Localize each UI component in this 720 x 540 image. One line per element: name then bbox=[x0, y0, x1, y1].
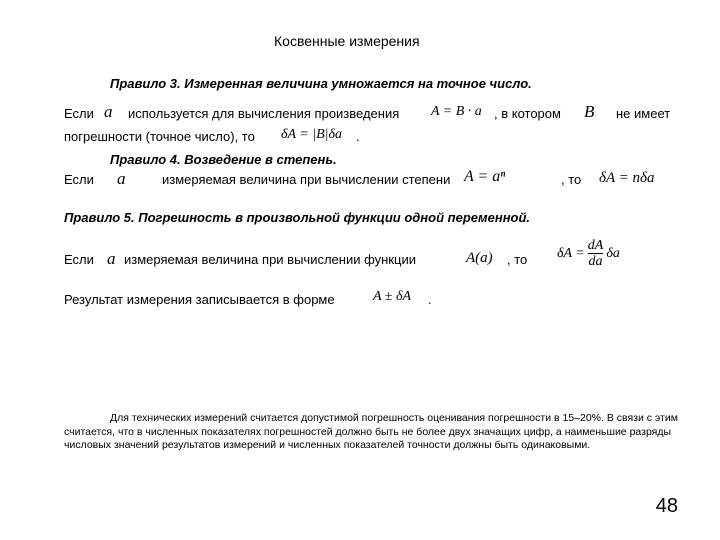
rule4-formula-power: A = aⁿ bbox=[464, 168, 506, 185]
rule4-if: Если bbox=[64, 172, 94, 187]
rule5-if: Если bbox=[64, 252, 94, 267]
rule3-line2-text: погрешности (точное число), то bbox=[64, 129, 255, 144]
page-title: Косвенные измерения bbox=[274, 33, 420, 49]
rule4-text: измеряемая величина при вычислении степени bbox=[162, 172, 451, 187]
rule5-formula-lhs: δA = bbox=[557, 245, 585, 261]
result-text: Результат измерения записывается в форме bbox=[64, 292, 335, 307]
rule4-then: , то bbox=[561, 172, 582, 187]
rule5-text: измеряемая величина при вычислении функции bbox=[124, 252, 416, 267]
result-end: . bbox=[428, 292, 432, 307]
rule3-heading: Правило 3. Измеренная величина умножается на точное число. bbox=[110, 76, 532, 91]
rule5-formula-numerator: dA bbox=[587, 238, 604, 253]
rule5-formula-func: A(a) bbox=[466, 250, 493, 266]
rule5-then: , то bbox=[507, 252, 528, 267]
note-text: Для технических измерений считается допустимой погрешность оценивания погрешности в 15–20%. В связи с этим считается, что в численных показателях погрешностей должно быть не более двух значащих цифр, а наименьшие разряды числовых значений результатов измерений и численных показателей точности должны быть одинаковыми. bbox=[64, 412, 678, 451]
rule3-formula-error: δA = |B|δa bbox=[281, 127, 343, 142]
rule4-var-a: a bbox=[117, 169, 126, 188]
rule4-heading: Правило 4. Возведение в степень. bbox=[110, 152, 337, 167]
rule3-formula-product: A = B · a bbox=[431, 104, 482, 119]
rule3-in-which: , в котором bbox=[494, 106, 561, 121]
rule5-formula-rhs: δa bbox=[606, 245, 620, 261]
note-paragraph bbox=[64, 412, 679, 453]
rule3-no: не имеет bbox=[616, 106, 671, 121]
rule3-line1-text: используется для вычисления произведения bbox=[128, 106, 400, 121]
rule4-formula-error: δA = nδa bbox=[599, 170, 655, 186]
rule3-var-B: B bbox=[584, 102, 595, 121]
rule5-var-a: a bbox=[107, 249, 116, 268]
page-number: 48 bbox=[655, 495, 678, 517]
rule3-var-a: a bbox=[104, 102, 113, 121]
rule5-heading: Правило 5. Погрешность в произвольной функции одной переменной. bbox=[64, 210, 531, 225]
rule3-if: Если bbox=[64, 106, 94, 121]
result-formula: A ± δA bbox=[373, 289, 412, 304]
rule5-derivative-formula bbox=[557, 238, 620, 269]
rule5-formula-denominator: da bbox=[588, 254, 603, 269]
rule3-line2-end: . bbox=[356, 129, 360, 144]
